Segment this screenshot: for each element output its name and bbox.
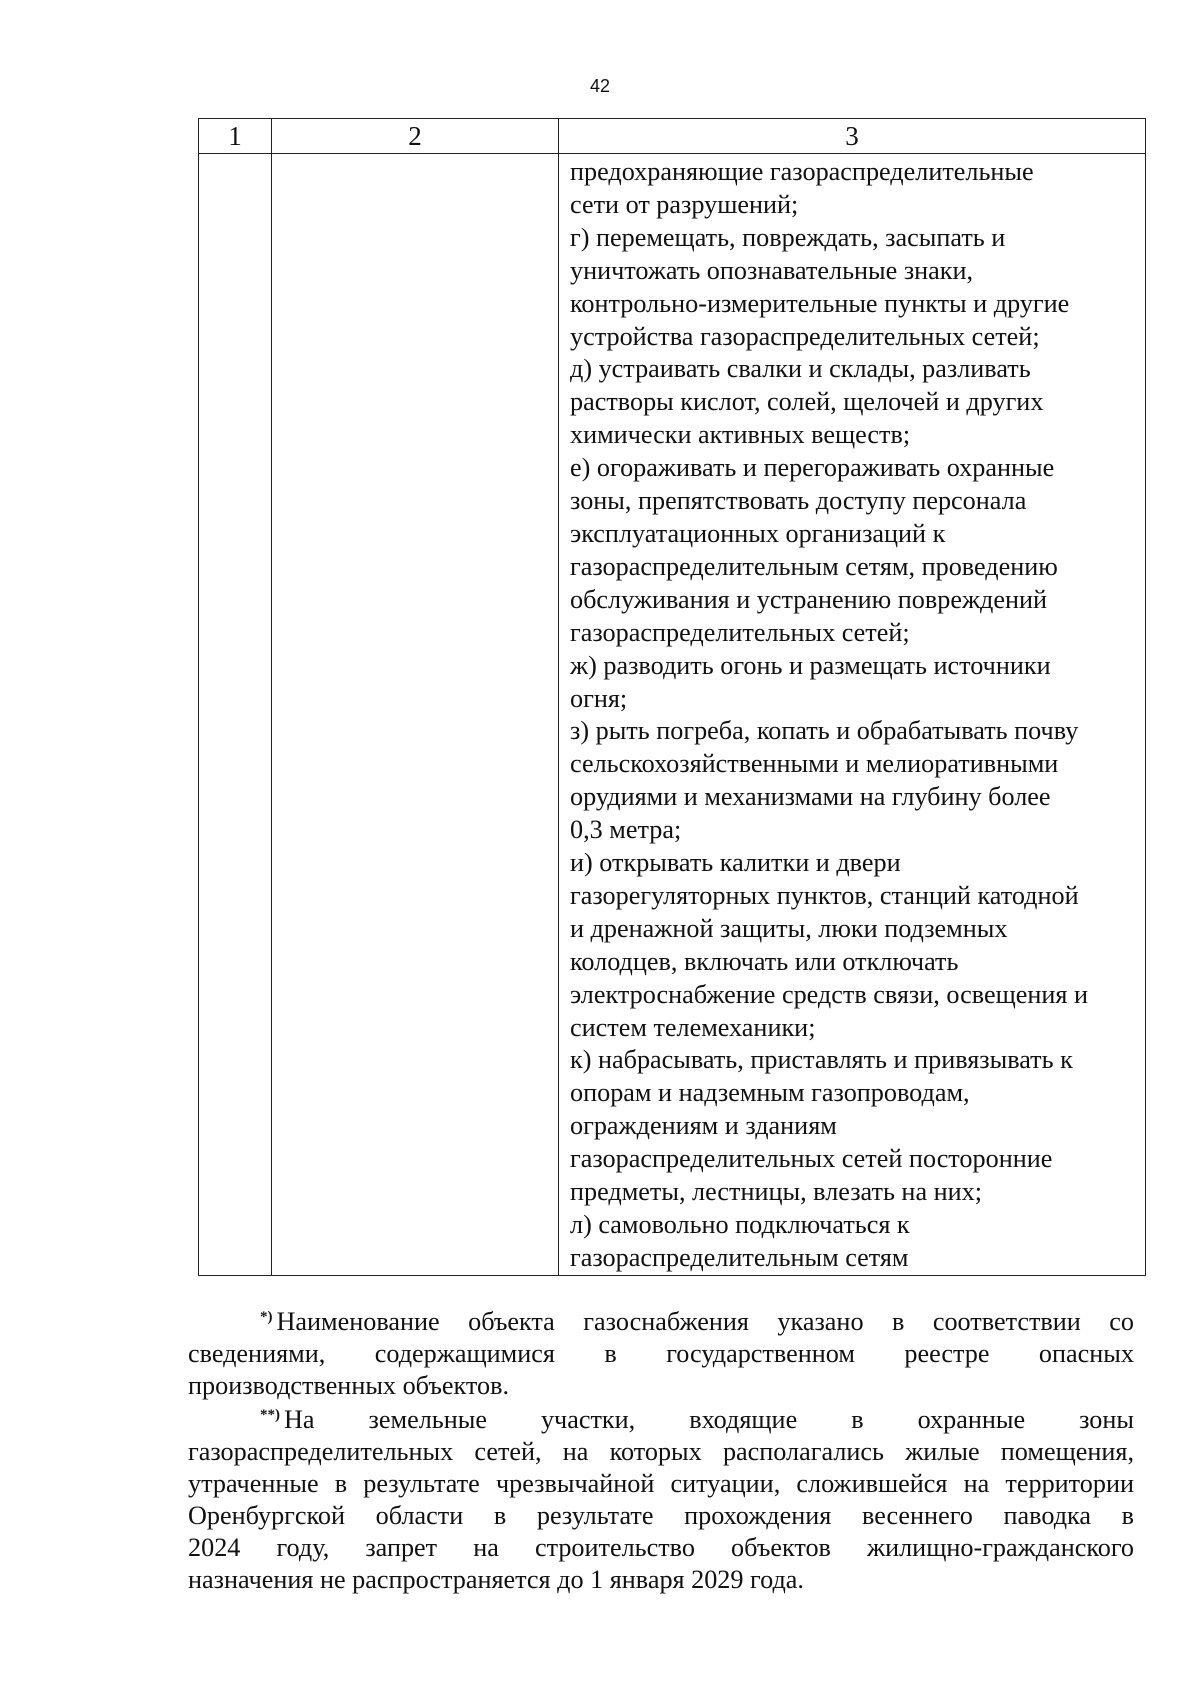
text-line: и дренажной защиты, люки подземных	[570, 913, 1008, 943]
text-line: зоны, препятствовать доступу персонала	[570, 486, 1027, 516]
footnote-text: На земельные участки, входящие в охранные зоны	[284, 1405, 1134, 1434]
footnote-line	[188, 1500, 1134, 1532]
text-line: электроснабжение средств связи, освещения и	[570, 979, 1089, 1009]
cell-col-2	[272, 154, 559, 1276]
text-line: опорам и надземным газопроводам,	[570, 1078, 970, 1108]
header-cell-2: 2	[272, 119, 559, 154]
text-line: к) набрасывать, приставлять и привязывать к	[570, 1045, 1073, 1075]
text-line: газораспределительным сетям, проведению	[570, 551, 1058, 581]
restrictions-text	[559, 154, 1145, 1275]
footnote-text: Наименование объекта газоснабжения указано в соответствии со	[276, 1307, 1134, 1336]
text-line: систем телемеханики;	[570, 1012, 816, 1042]
table-header-row	[199, 119, 1146, 154]
text-line: химически активных веществ;	[570, 420, 911, 450]
text-line: уничтожать опознавательные знаки,	[570, 255, 974, 285]
text-line: обслуживания и устранению повреждений	[570, 584, 1048, 614]
text-line: сельскохозяйственными и мелиоративными	[570, 749, 1059, 779]
text-line: эксплуатационных организаций к	[570, 518, 946, 548]
text-line: е) огораживать и перегораживать охранные	[570, 453, 1055, 483]
header-cell-3: 3	[559, 119, 1146, 154]
restrictions-table	[198, 118, 1146, 1276]
footnote-1	[188, 1306, 1134, 1402]
table-row	[199, 154, 1146, 1276]
text-line: з) рыть погреба, копать и обрабатывать почву	[570, 716, 1079, 746]
text-line: газораспределительных сетей;	[570, 617, 910, 647]
text-line: и) открывать калитки и двери	[570, 848, 901, 878]
text-line: ограждениям и зданиям	[570, 1111, 837, 1141]
text-line: газораспределительным сетям	[570, 1242, 909, 1272]
text-line: газораспределительных сетей посторонние	[570, 1144, 1053, 1174]
text-line: г) перемещать, повреждать, засыпать и	[570, 222, 1006, 252]
text-line: сети от разрушений;	[570, 189, 799, 219]
footnote-line	[188, 1564, 1134, 1596]
text-line: д) устраивать свалки и склады, разливать	[570, 354, 1031, 384]
footnote-text: производственных объектов.	[188, 1371, 509, 1400]
footnote-2	[188, 1404, 1134, 1596]
footnote-line	[188, 1436, 1134, 1468]
text-line: устройства газораспределительных сетей;	[570, 321, 1040, 351]
cell-col-3	[559, 154, 1146, 1276]
text-line: огня;	[570, 683, 628, 713]
footnote-line	[188, 1370, 1134, 1402]
footnote-marker: **)	[260, 1407, 280, 1423]
footnote-line	[188, 1306, 1134, 1338]
footnote-line	[188, 1404, 1134, 1436]
text-line: газорегуляторных пунктов, станций катодной	[570, 880, 1079, 910]
footnote-text: газораспределительных сетей, на которых располагались жилые помещения,	[188, 1437, 1134, 1466]
text-line: л) самовольно подключаться к	[570, 1210, 910, 1239]
footnote-line	[188, 1532, 1134, 1564]
footnote-text: 2024 году, запрет на строительство объектов жилищно-гражданского	[188, 1533, 1134, 1562]
footnote-marker: *)	[260, 1309, 273, 1325]
footnote-text: назначения не распространяется до 1 января 2029 года.	[188, 1565, 804, 1594]
text-line: предохраняющие газораспределительные	[570, 157, 1034, 186]
footnote-text: утраченные в результате чрезвычайной ситуации, сложившейся на территории	[188, 1469, 1134, 1498]
text-line: растворы кислот, солей, щелочей и других	[570, 387, 1044, 417]
footnote-line	[188, 1468, 1134, 1500]
text-line: колодцев, включать или отключать	[570, 946, 959, 976]
footnotes	[188, 1306, 1134, 1596]
text-line: контрольно-измерительные пункты и другие	[570, 288, 1070, 318]
text-line: орудиями и механизмами на глубину более	[570, 782, 1051, 812]
header-cell-1: 1	[199, 119, 272, 154]
cell-col-1	[199, 154, 272, 1276]
page-number: 42	[589, 76, 611, 96]
footnote-text: Оренбургской области в результате прохождения весеннего паводка в	[188, 1501, 1134, 1530]
text-line: ж) разводить огонь и размещать источники	[570, 650, 1051, 680]
footnote-text: сведениями, содержащимися в государственном реестре опасных	[188, 1339, 1134, 1368]
text-line: предметы, лестницы, влезать на них;	[570, 1177, 983, 1207]
text-line: 0,3 метра;	[570, 815, 682, 845]
footnote-line	[188, 1338, 1134, 1370]
